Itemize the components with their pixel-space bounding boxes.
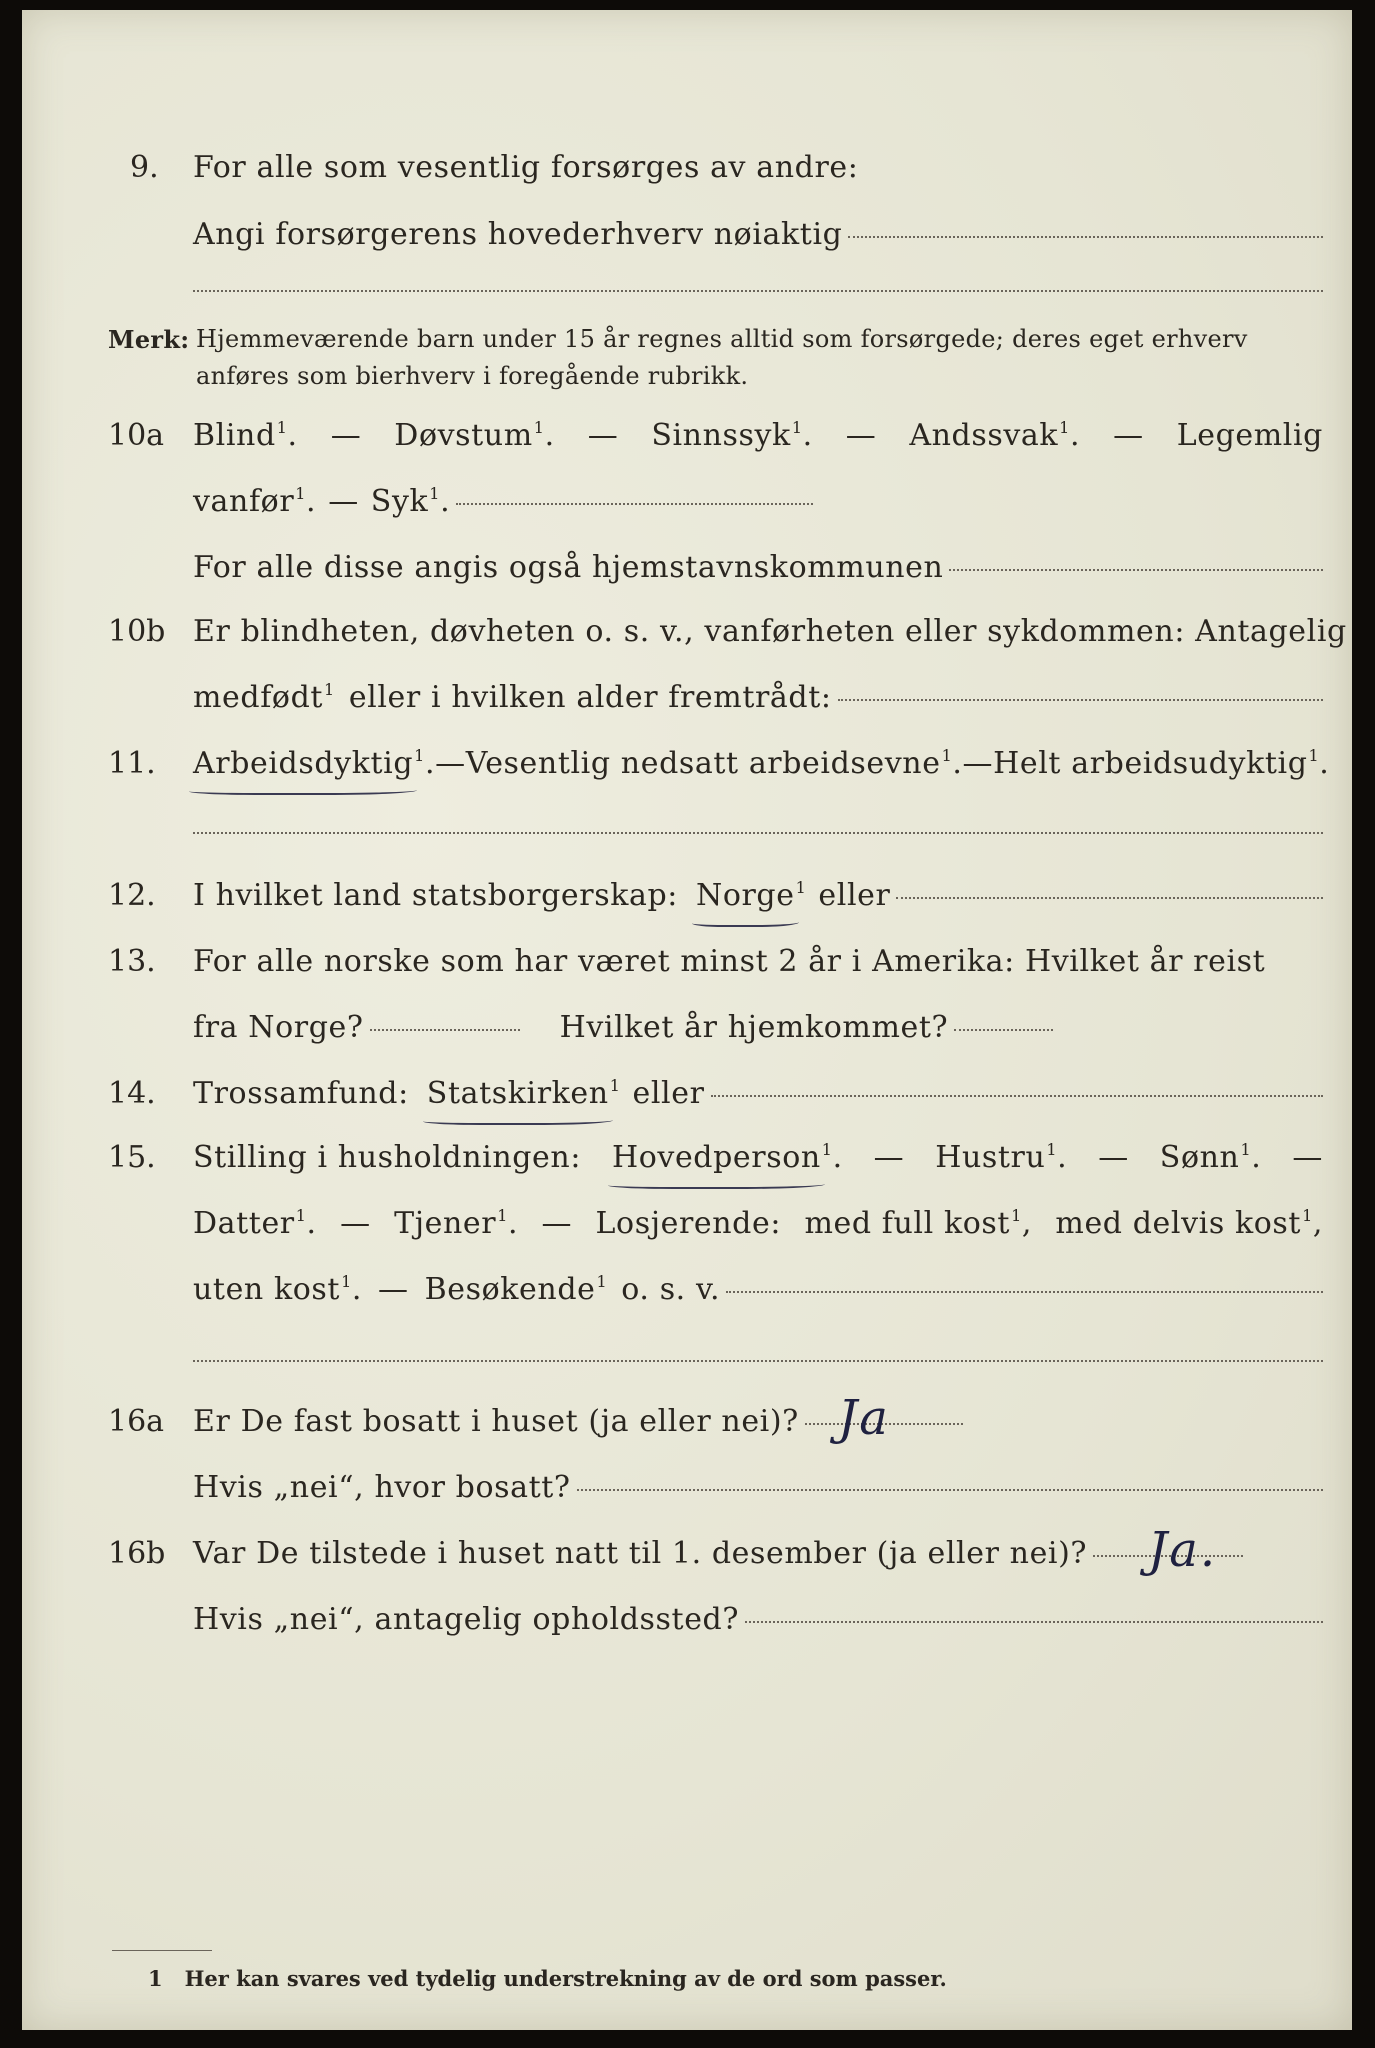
- option-syk[interactable]: Syk$^1$.: [370, 484, 451, 519]
- option-datter[interactable]: Datter$^1$.: [193, 1206, 317, 1241]
- q10b-alder-label: eller i hvilken alder fremtrådt:: [348, 680, 832, 715]
- q13-line2: [193, 1010, 1053, 1045]
- norge-underlined: Norge: [695, 878, 795, 913]
- option-tjener[interactable]: Tjener$^1$.: [394, 1206, 519, 1241]
- q10a-hjemstavn-label: For alle disse angis også hjemstavnskommunen: [193, 550, 944, 585]
- q16b-number: 16b: [108, 1536, 166, 1571]
- q15-label: Stilling i husholdningen:: [193, 1140, 582, 1175]
- q15-answer-field[interactable]: [726, 1291, 1323, 1293]
- dash: —: [1113, 418, 1144, 453]
- dash: —: [330, 418, 362, 453]
- footnote-mark: 1: [148, 1966, 163, 1991]
- option-medfodt[interactable]: medfødt$^1$: [193, 680, 335, 715]
- q13-hjem-field[interactable]: [954, 1029, 1053, 1031]
- dash: —: [340, 1206, 371, 1241]
- option-dovstum[interactable]: Døvstum$^1$.: [394, 418, 555, 453]
- arbeidsdyktig-underlined: Arbeidsdyktig: [193, 746, 414, 781]
- dash: —: [328, 484, 359, 519]
- dash: —: [378, 1272, 409, 1307]
- q9-number: 9.: [130, 150, 159, 185]
- q10a-line1: [193, 418, 1323, 453]
- q13-hjem-label: Hvilket år hjemkommet?: [559, 1010, 949, 1045]
- option-med-full-kost[interactable]: med full kost$^1$,: [804, 1206, 1032, 1241]
- option-med-delvis-kost[interactable]: med delvis kost$^1$,: [1055, 1206, 1323, 1241]
- dash: —: [587, 418, 619, 453]
- dash: —: [435, 746, 466, 781]
- q15-losjerende-label: Losjerende:: [595, 1206, 782, 1241]
- merk-line2: anføres som bierhverv i foregående rubrikk.: [196, 362, 749, 390]
- q16a-question: Er De fast bosatt i huset (ja eller nei)?: [193, 1404, 799, 1439]
- dash: —: [845, 418, 877, 453]
- option-hovedperson[interactable]: Hovedperson$^1$.: [611, 1140, 843, 1175]
- q15-osv: o. s. v.: [621, 1272, 721, 1307]
- statskirken-underlined: Statskirken: [426, 1076, 609, 1111]
- dash: —: [873, 1140, 905, 1175]
- q12-answer-field[interactable]: [896, 897, 1323, 899]
- q16a-bosatt-field[interactable]: [577, 1489, 1323, 1491]
- option-vanfor[interactable]: vanfør$^1$.: [193, 484, 317, 519]
- q15-line2: [193, 1206, 1323, 1241]
- q14-number: 14.: [108, 1076, 156, 1111]
- option-udyktig[interactable]: Helt arbeidsudyktig$^1$.: [993, 746, 1330, 781]
- q10a-hjemstavn-field[interactable]: [949, 569, 1323, 571]
- q16b-question: Var De tilstede i huset natt til 1. desember (ja eller nei)?: [193, 1536, 1088, 1571]
- q10a-syk-field[interactable]: [456, 503, 813, 505]
- option-sinnssyk[interactable]: Sinnssyk$^1$.: [651, 418, 813, 453]
- option-legemlig[interactable]: Legemlig: [1176, 418, 1323, 453]
- q11-line1: [193, 746, 1330, 781]
- q10b-line1: Er blindheten, døvheten o. s. v., vanførheten eller sykdommen: Antagelig: [193, 614, 1347, 649]
- option-nedsatt[interactable]: Vesentlig nedsatt arbeidsevne$^1$.: [465, 746, 963, 781]
- q13-reist-field[interactable]: [370, 1029, 520, 1031]
- q16b-line1: [193, 1536, 1243, 1571]
- q15-number: 15.: [108, 1140, 156, 1175]
- option-andssvak[interactable]: Andssvak$^1$.: [909, 418, 1081, 453]
- footnote-text: Her kan svares ved tydelig understrekning av de ord som passer.: [184, 1966, 947, 1991]
- q10a-line2: [193, 484, 813, 519]
- q10b-number: 10b: [108, 614, 166, 649]
- q16b-line2: [193, 1602, 1323, 1637]
- q16a-handwritten-answer[interactable]: Ja: [838, 1390, 890, 1446]
- q9-line1: [193, 150, 858, 185]
- option-blind[interactable]: Blind$^1$.: [193, 418, 298, 453]
- option-arbeidsdyktig[interactable]: Arbeidsdyktig$^1$.: [193, 746, 436, 781]
- q16b-opholdssted-field[interactable]: [745, 1621, 1323, 1623]
- dash: —: [541, 1206, 573, 1241]
- q16b-handwritten-answer[interactable]: Ja.: [1148, 1522, 1218, 1578]
- q16a-number: 16a: [108, 1404, 165, 1439]
- q10b-alder-field[interactable]: [838, 699, 1323, 701]
- footnote: [148, 1966, 947, 1991]
- q14-line1: [193, 1076, 1323, 1111]
- q9-hovederhverv-label: Angi forsørgerens hovederhverv nøiaktig: [193, 217, 843, 252]
- q15-line3: [193, 1272, 1323, 1307]
- q16a-line2: [193, 1470, 1323, 1505]
- dash: —: [1292, 1140, 1323, 1175]
- q16b-opholdssted-label: Hvis „nei“, antagelig opholdssted?: [193, 1602, 740, 1637]
- q9-answer-field-2[interactable]: [193, 290, 1323, 292]
- q11-answer-field[interactable]: [193, 832, 1323, 834]
- q14-eller: eller: [632, 1076, 705, 1111]
- q10b-line2: [193, 680, 1323, 715]
- footnote-rule: [112, 1950, 212, 1951]
- q15-line1: [193, 1140, 1323, 1175]
- q12-number: 12.: [108, 878, 156, 913]
- q14-answer-field[interactable]: [711, 1095, 1323, 1097]
- option-sonn[interactable]: Sønn$^1$.: [1159, 1140, 1262, 1175]
- q13-fra-label: fra Norge?: [193, 1010, 364, 1045]
- option-besokende[interactable]: Besøkende$^1$: [424, 1272, 608, 1307]
- q13-number: 13.: [108, 944, 156, 979]
- q10a-number: 10a: [108, 418, 165, 453]
- q12-line1: [193, 878, 1323, 913]
- q12-eller: eller: [818, 878, 891, 913]
- q10a-line3: [193, 550, 1323, 585]
- q15-answer-field-2[interactable]: [193, 1360, 1323, 1362]
- hovedperson-underlined: Hovedperson: [611, 1140, 821, 1175]
- option-norge[interactable]: Norge$^1$: [695, 878, 807, 913]
- option-uten-kost[interactable]: uten kost$^1$.: [193, 1272, 363, 1307]
- q11-number: 11.: [108, 746, 156, 781]
- dash: —: [962, 746, 994, 781]
- q14-label: Trossamfund:: [193, 1076, 409, 1111]
- option-hustru[interactable]: Hustru$^1$.: [935, 1140, 1068, 1175]
- dash: —: [1098, 1140, 1129, 1175]
- q16a-bosatt-label: Hvis „nei“, hvor bosatt?: [193, 1470, 571, 1505]
- q9-answer-field[interactable]: [848, 236, 1323, 238]
- q9-line2: [193, 217, 1323, 252]
- q12-label: I hvilket land statsborgerskap:: [193, 878, 678, 913]
- merk-line1: Hjemmeværende barn under 15 år regnes alltid som forsørgede; deres eget erhverv: [196, 325, 1248, 353]
- q9-text: For alle som vesentlig forsørges av andre:: [193, 150, 859, 185]
- option-statskirken[interactable]: Statskirken$^1$: [426, 1076, 621, 1111]
- q13-line1: For alle norske som har været minst 2 år i Amerika: Hvilket år reist: [193, 944, 1266, 979]
- merk-label: Merk:: [108, 325, 190, 354]
